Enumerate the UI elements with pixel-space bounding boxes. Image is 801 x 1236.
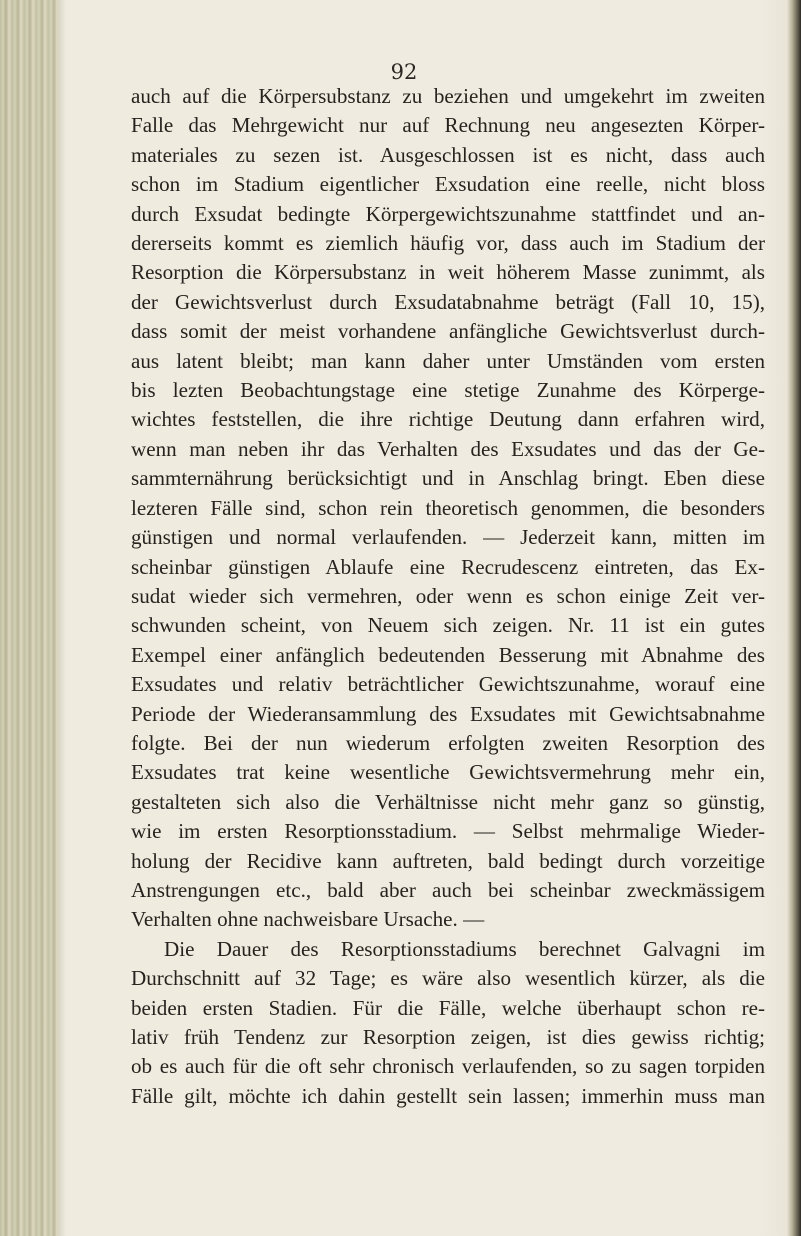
body-text — [131, 82, 765, 1111]
text-line: dass somit der meist vorhandene anfängliche Gewichtsverlust durch- — [131, 319, 765, 344]
paragraph-start-line: Die Dauer des Resorptionsstadiums berechnet Galvagni im — [164, 936, 765, 961]
text-line: Resorption die Körpersubstanz in weit höherem Masse zunimmt, als — [131, 260, 765, 285]
text-line: ob es auch für die oft sehr chronisch verlaufenden, so zu sagen torpiden — [131, 1054, 765, 1079]
text-line: materiales zu sezen ist. Ausgeschlossen ist es nicht, dass auch — [131, 142, 765, 167]
text-line: Exsudates trat keine wesentliche Gewichtsvermehrung mehr ein, — [131, 760, 765, 785]
paragraph-end-line: Verhalten ohne nachweisbare Ursache. — — [131, 907, 485, 932]
text-line: sudat wieder sich vermehren, oder wenn es schon einige Zeit ver- — [131, 583, 765, 608]
page-edge-shadow — [787, 0, 801, 1236]
page-number: 92 — [390, 60, 418, 84]
text-line: holung der Recidive kann auftreten, bald bedingt durch vorzeitige — [131, 848, 765, 873]
text-line: schwunden scheint, von Neuem sich zeigen. Nr. 11 ist ein gutes — [131, 613, 765, 638]
text-line: auch auf die Körpersubstanz zu beziehen und umgekehrt im zweiten — [131, 84, 765, 108]
text-line: durch Exsudat bedingte Körpergewichtszunahme stattfindet und an- — [131, 201, 765, 226]
text-line: der Gewichtsverlust durch Exsudatabnahme beträgt (Fall 10, 15), — [131, 289, 765, 314]
text-line: aus latent bleibt; man kann daher unter Umständen vom ersten — [131, 348, 765, 373]
text-line: scheinbar günstigen Ablaufe eine Recrudescenz eintreten, das Ex- — [131, 554, 765, 579]
text-line: wichtes feststellen, die ihre richtige Deutung dann erfahren wird, — [131, 407, 765, 432]
text-line: Exempel einer anfänglich bedeutenden Besserung mit Abnahme des — [131, 642, 765, 667]
text-line: Falle das Mehrgewicht nur auf Rechnung neu angesezten Körper- — [131, 113, 765, 138]
text-line: Anstrengungen etc., bald aber auch bei scheinbar zweckmässigem — [131, 877, 765, 902]
text-line: lativ früh Tendenz zur Resorption zeigen, ist dies gewiss richtig; — [131, 1025, 765, 1049]
text-line: wie im ersten Resorptionsstadium. — Selbst mehrmalige Wieder- — [131, 819, 765, 844]
text-line: Exsudates und relativ beträchtlicher Gewichtszunahme, worauf eine — [131, 672, 765, 697]
text-line: Fälle gilt, möchte ich dahin gestellt sein lassen; immerhin muss man — [131, 1083, 765, 1108]
text-line: lezteren Fälle sind, schon rein theoretisch genommen, die besonders — [131, 495, 765, 520]
text-line: schon im Stadium eigentlicher Exsudation eine reelle, nicht bloss — [131, 172, 765, 197]
text-line: dererseits kommt es ziemlich häufig vor, dass auch im Stadium der — [131, 231, 765, 256]
text-line: gestalteten sich also die Verhältnisse nicht mehr ganz so günstig, — [131, 789, 765, 814]
text-line: bis lezten Beobachtungstage eine stetige Zunahme des Körperge- — [131, 378, 765, 403]
text-line: günstigen und normal verlaufenden. — Jederzeit kann, mitten im — [131, 525, 765, 550]
book-binding-shadow — [0, 0, 58, 1236]
text-line: sammternährung berücksichtigt und in Anschlag bringt. Eben diese — [131, 466, 765, 491]
text-line: folgte. Bei der nun wiederum erfolgten zweiten Resorption des — [131, 730, 765, 755]
text-line: beiden ersten Stadien. Für die Fälle, welche überhaupt schon re- — [131, 995, 765, 1020]
text-line: Periode der Wiederansammlung des Exsudates mit Gewichtsabnahme — [131, 701, 765, 726]
text-line: Durchschnitt auf 32 Tage; es wäre also wesentlich kürzer, als die — [131, 966, 765, 991]
text-line: wenn man neben ihr das Verhalten des Exsudates und das der Ge- — [131, 436, 765, 461]
